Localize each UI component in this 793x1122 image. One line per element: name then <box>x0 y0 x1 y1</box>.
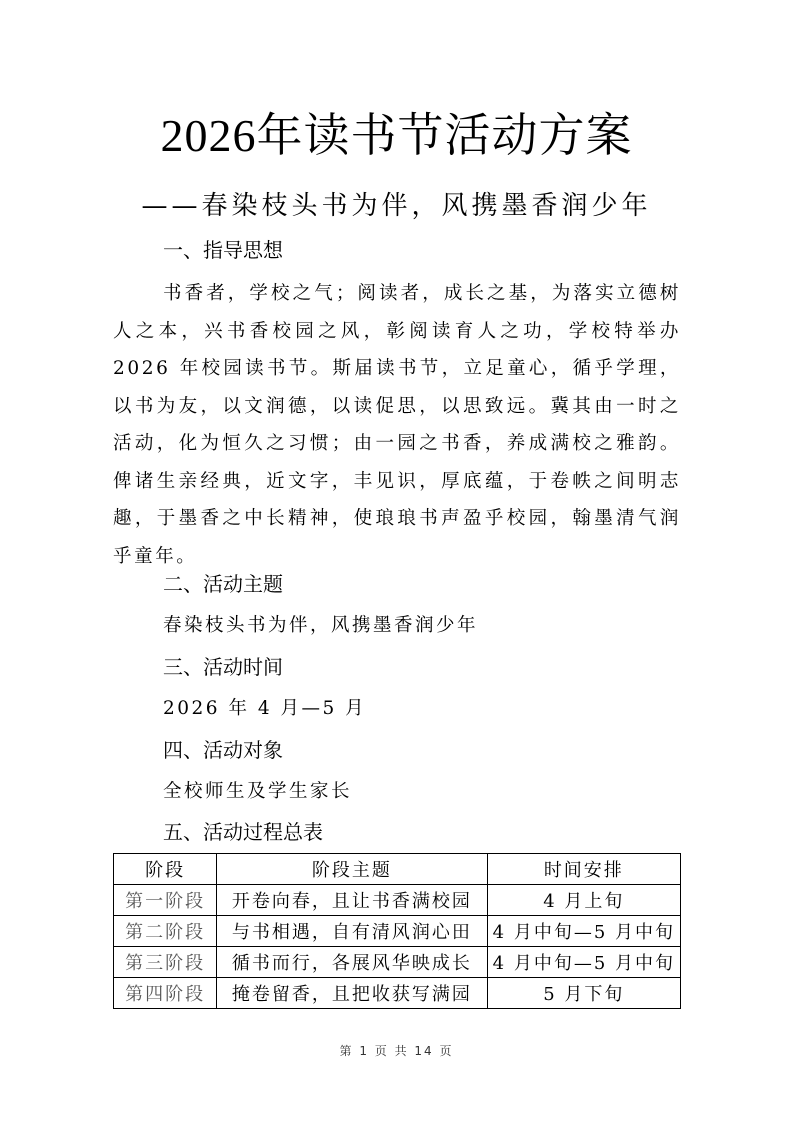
table-header-row <box>114 854 681 885</box>
table-row <box>114 947 681 978</box>
column-header-stage: 阶段 <box>114 854 217 885</box>
section-body-participants: 全校师生及学生家长 <box>163 781 353 802</box>
section-heading-time: 三、活动时间 <box>163 655 283 679</box>
table-row <box>114 978 681 1009</box>
section-heading-process-table: 五、活动过程总表 <box>163 820 323 844</box>
activity-process-table <box>113 853 681 1009</box>
table-row <box>114 916 681 947</box>
section-heading-theme: 二、活动主题 <box>163 572 283 596</box>
cell-schedule: 4 月上旬 <box>487 885 680 916</box>
cell-schedule: 4 月中旬—5 月中旬 <box>487 916 680 947</box>
cell-stage-theme: 开卷向春，且让书香满校园 <box>217 885 487 916</box>
document-title: 2026年读书节活动方案 <box>160 110 633 161</box>
section-body-time: 2026 年 4 月—5 月 <box>163 698 367 719</box>
cell-schedule: 5 月下旬 <box>487 978 680 1009</box>
column-header-stage-theme: 阶段主题 <box>217 854 487 885</box>
cell-stage: 第四阶段 <box>114 978 217 1009</box>
document-subtitle: ——春染枝头书为伴，风携墨香润少年 <box>141 191 652 221</box>
section-heading-guiding-thought: 一、指导思想 <box>163 238 283 262</box>
column-header-schedule: 时间安排 <box>487 854 680 885</box>
cell-stage: 第一阶段 <box>114 885 217 916</box>
table-row <box>114 885 681 916</box>
section-body-theme: 春染枝头书为伴，风携墨香润少年 <box>163 615 479 636</box>
section-body-guiding-thought: 书香者，学校之气；阅读者，成长之基，为落实立德树人之本，兴书香校园之风，彰阅读育人之功，学校特举办 2026 年校园读书节。斯届读书节，立足童心，循乎学理，以书为友，以文润德，以读促思，以思致远。冀其由一时之活动，化为恒久之习惯；由一园之书香，养成满校之雅韵。俾诸生亲经典，近文字，丰见识，厚底蕴，于卷帙之间明志趣，于墨香之中长精神，使琅琅书声盈乎校园，翰墨清气润乎童年。 <box>113 283 681 567</box>
cell-stage: 第二阶段 <box>114 916 217 947</box>
cell-stage: 第三阶段 <box>114 947 217 978</box>
cell-schedule: 4 月中旬—5 月中旬 <box>487 947 680 978</box>
cell-stage-theme: 与书相遇，自有清风润心田 <box>217 916 487 947</box>
section-heading-participants: 四、活动对象 <box>163 738 283 762</box>
page-number-footer: 第 1 页 共 14 页 <box>339 1044 454 1058</box>
cell-stage-theme: 掩卷留香，且把收获写满园 <box>217 978 487 1009</box>
cell-stage-theme: 循书而行，各展风华映成长 <box>217 947 487 978</box>
